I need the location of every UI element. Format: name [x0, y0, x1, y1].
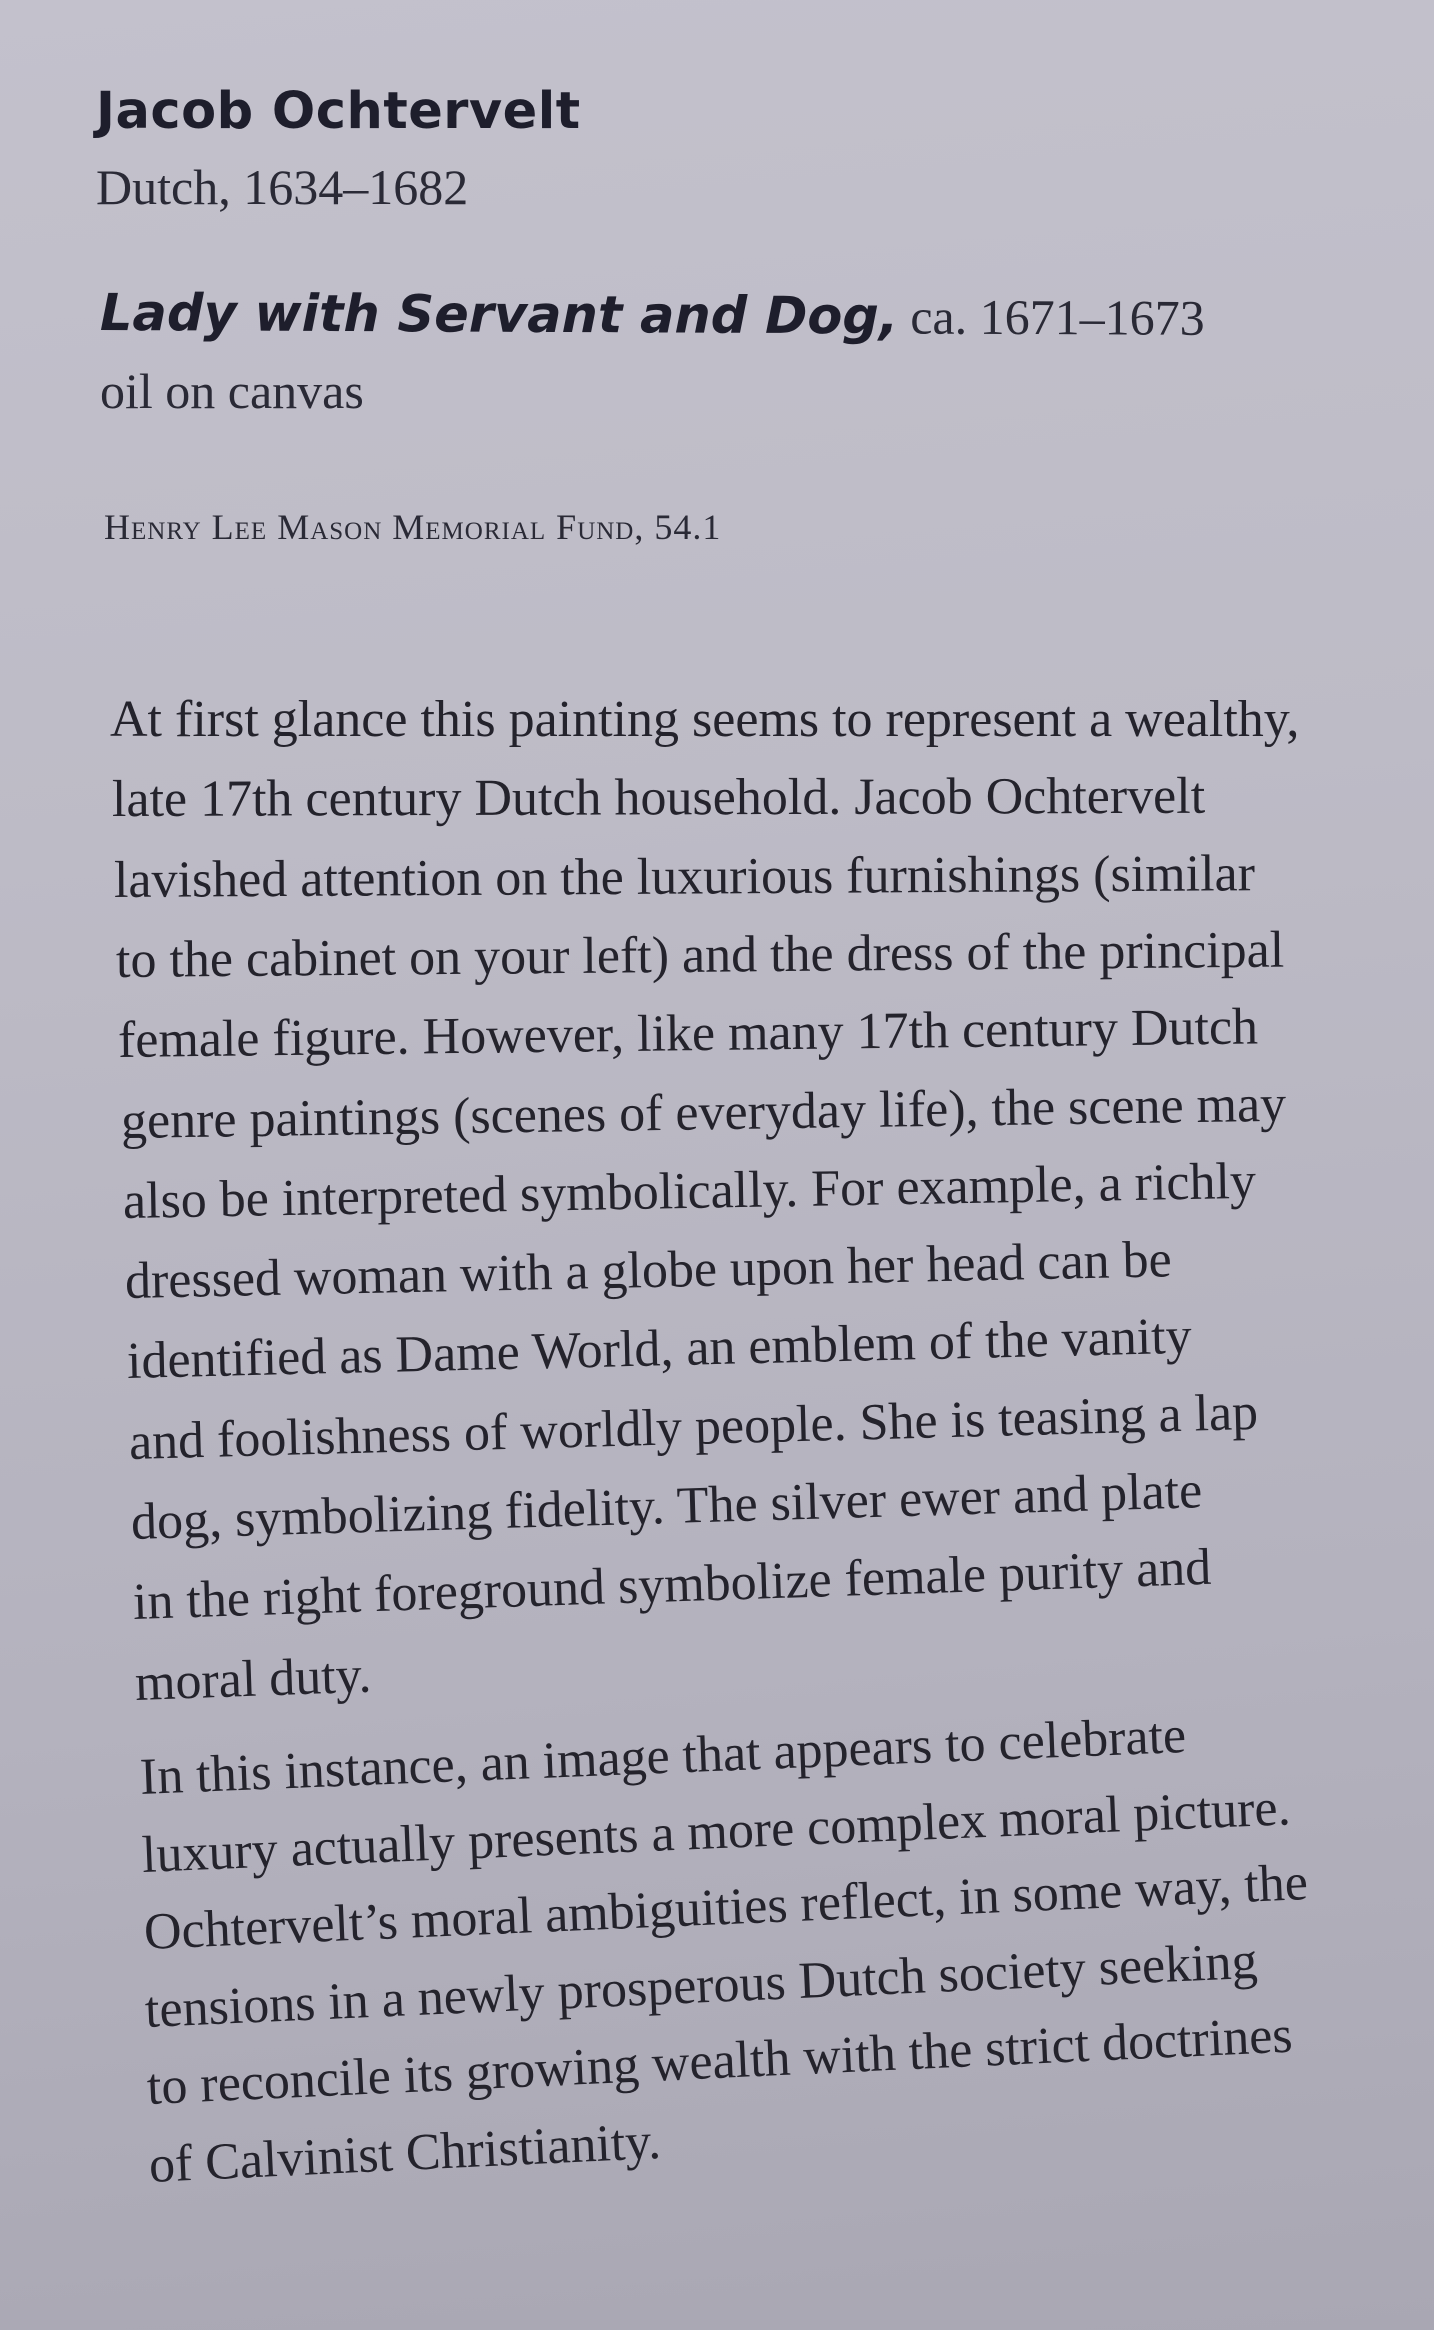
artist-name: Jacob Ochtervelt: [96, 82, 581, 141]
artist-nationality-dates: Dutch, 1634–1682: [96, 159, 469, 215]
paragraph-line: At first glance this painting seems to represent a wealthy,: [110, 691, 1300, 748]
credit-line: Henry Lee Mason Memorial Fund, 54.1: [104, 507, 722, 547]
artwork-date: ca. 1671–1673: [910, 288, 1205, 346]
paragraph-line: identified as Dame World, an emblem of the vanity: [126, 1308, 1193, 1391]
paragraph-line: to reconcile its growing wealth with the strict doctrines: [145, 2006, 1294, 2116]
paragraph-line: In this instance, an image that appears to celebrate: [138, 1707, 1188, 1806]
paragraph-line: and foolishness of worldly people. She is teasing a lap: [128, 1383, 1259, 1471]
artwork-title: Lady with Servant and Dog,: [99, 284, 899, 347]
paragraph-line: luxury actually presents a more complex moral picture.: [140, 1778, 1292, 1884]
paragraph-line: Ochtervelt’s moral ambiguities reflect, in some way, the: [142, 1854, 1309, 1961]
paragraph-line: genre paintings (scenes of everyday life), the scene may: [120, 1075, 1286, 1150]
paragraph-line: of Calvinist Christianity.: [147, 2112, 663, 2194]
paragraph-line: in the right foreground symbolize female purity and: [132, 1539, 1213, 1632]
paragraph-line: to the cabinet on your left) and the dress of the principal: [116, 921, 1285, 989]
paragraph-line: lavished attention on the luxurious furnishings (similar: [114, 844, 1256, 909]
paragraph-line: female figure. However, like many 17th century Dutch: [118, 998, 1259, 1070]
paragraph-line: late 17th century Dutch household. Jacob Ochtervelt: [112, 768, 1206, 829]
paragraph-line: dog, symbolizing fidelity. The silver ewer and plate: [130, 1462, 1203, 1551]
artwork-title-line: [100, 284, 1205, 348]
paragraph-line: tensions in a newly prosperous Dutch society seeking: [144, 1932, 1260, 2039]
paragraph-line: moral duty.: [134, 1646, 373, 1712]
paragraph-line: dressed woman with a globe upon her head can be: [124, 1231, 1172, 1311]
artwork-medium: oil on canvas: [100, 363, 364, 419]
paragraph-line: also be interpreted symbolically. For example, a richly: [122, 1152, 1256, 1230]
